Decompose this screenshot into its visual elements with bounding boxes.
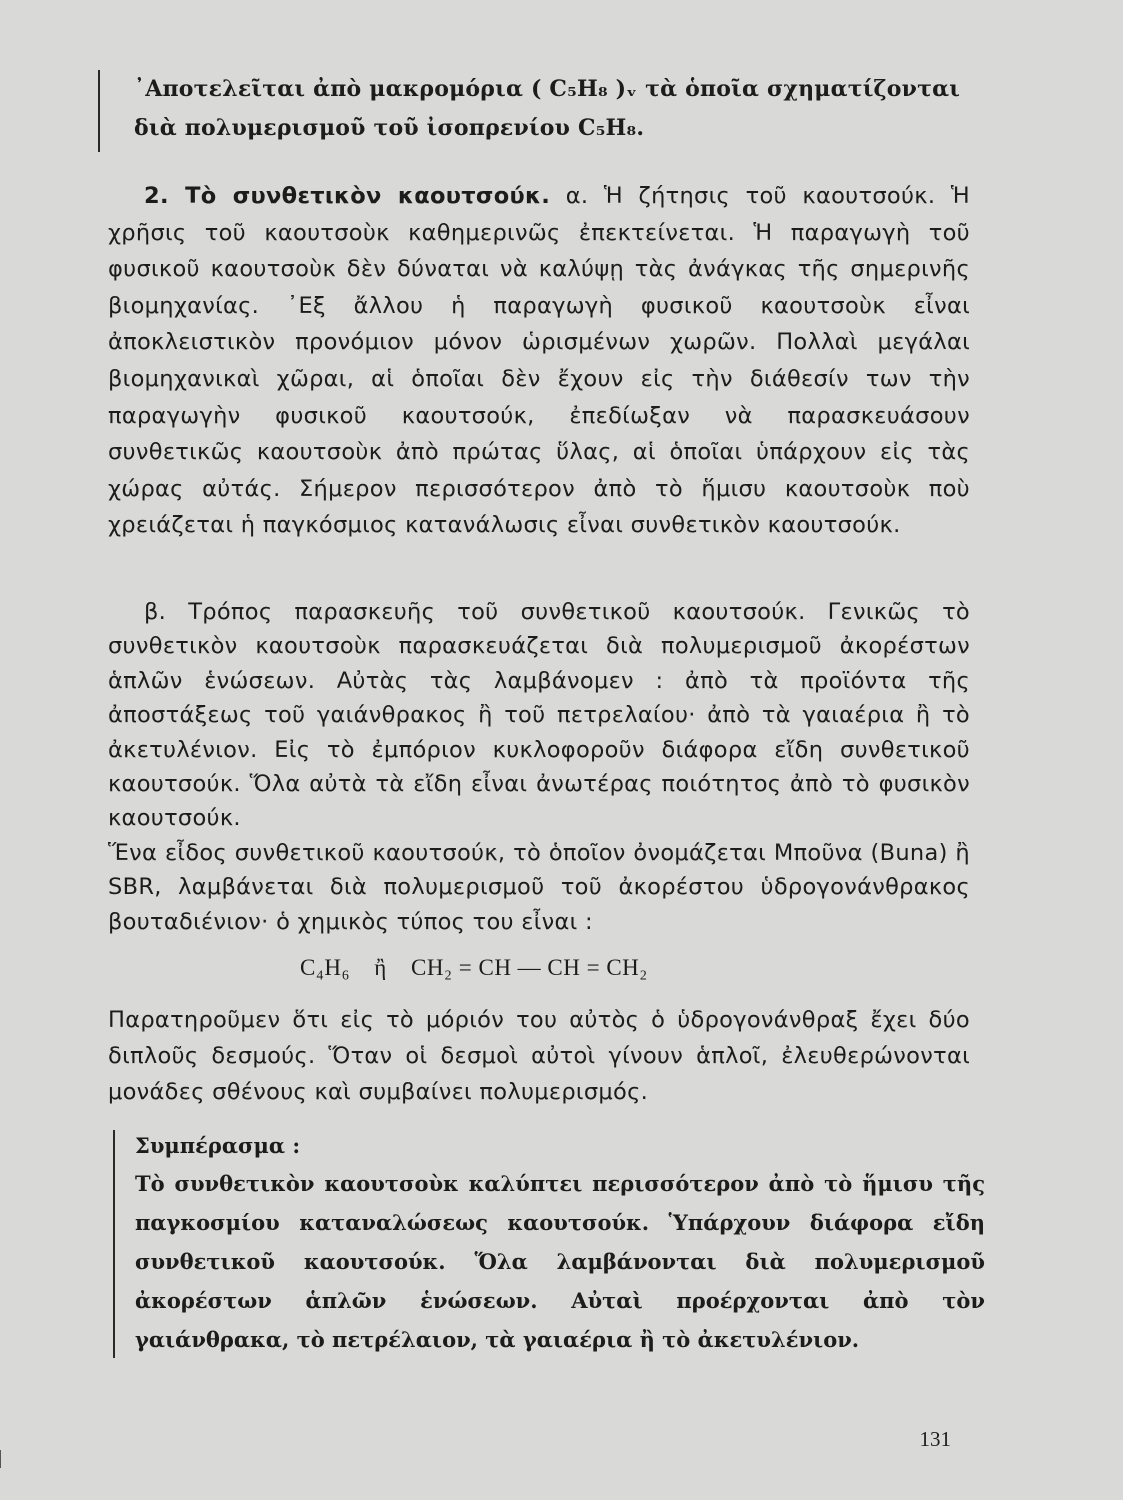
- conclusion-title: Συμπέρασμα :: [135, 1133, 301, 1158]
- section-body: Ἡ χρῆσις τοῦ καουτσοὺκ καθημερινῶς ἐπεκτείνεται. Ἡ παραγωγὴ τοῦ φυσικοῦ καουτσοὺκ δὲν δύναται νὰ καλύψῃ τὰς ἀνάγκας τῆς σημερινῆς βιομηχανίας. ᾿Εξ ἄλλου ἡ παραγωγὴ φυσικοῦ καουτσοὺκ εἶναι ἀποκλειστικὸν προνόμιον μόνον ὡρισμένων χωρῶν. Πολλαὶ μεγάλαι βιομηχανικαὶ χῶραι, αἱ ὁποῖαι δὲν ἔχουν εἰς τὴν διάθεσίν των τὴν παραγωγὴν φυσικοῦ καουτσούκ, ἐπεδίωξαν νὰ παρασκευάσουν συνθετικῶς καουτσοὺκ ἀπὸ πρώτας ὕλας, αἱ ὁποῖαι ὑπάρχουν εἰς τὰς χώρας αὐτάς. Σήμερον περισσότερον ἀπὸ τὸ ἥμισυ καουτσοὺκ ποὺ χρειάζεται ἡ παγκόσμιος κατανάλωσις εἶναι συνθετικὸν καουτσούκ.: [108, 183, 971, 539]
- buna-paragraph: Ἕνα εἶδος συνθετικοῦ καουτσούκ, τὸ ὁποῖον ὀνομάζεται Μποῦνα (Buna) ἢ SBR, λαμβάνεται διὰ πολυμερισμοῦ τοῦ ἀκορέστου ὑδρογονάνθρακος βουταδιένιον· ὁ χημικὸς τύπος του εἶναι :: [108, 839, 970, 935]
- intro-text: ᾿Αποτελεῖται ἀπὸ μακρομόρια ( C₅H₈ )ᵥ τὰ ὁποῖα σχηματίζονται διὰ πολυμερισμοῦ τοῦ ἰσοπρενίου C₅H₈.: [134, 76, 961, 141]
- margin-mark: [0, 1450, 5, 1468]
- chemical-formula: [300, 955, 666, 981]
- formula-or: ἢ: [374, 955, 387, 980]
- page-number: 131: [919, 1427, 951, 1451]
- conclusion-box: [113, 1130, 985, 1358]
- section-preparation: [108, 595, 970, 939]
- observation-section: [108, 1002, 970, 1110]
- section-heading: 2. Τὸ συνθετικὸν καουτσούκ.: [144, 183, 551, 209]
- section-paragraph: [108, 178, 970, 544]
- formula-right: CH₂ = CH — CH = CH₂: [411, 955, 648, 980]
- preparation-paragraph: β. Τρόπος παρασκευῆς τοῦ συνθετικοῦ καουτσούκ. Γενικῶς τὸ συνθετικὸν καουτσοὺκ παρασκευάζεται διὰ πολυμερισμοῦ ἀκορέστων ἁπλῶν ἑνώσεων. Αὐτὰς τὰς λαμβάνομεν : ἀπὸ τὰ προϊόντα τῆς ἀποστάξεως τοῦ γαιάνθρακος ἢ τοῦ πετρελαίου· ἀπὸ τὰ γαιαέρια ἢ τὸ ἀκετυλένιον. Εἰς τὸ ἐμπόριον κυκλοφοροῦν διάφορα εἴδη συνθετικοῦ καουτσούκ. Ὅλα αὐτὰ τὰ εἴδη εἶναι ἀνωτέρας ποιότητος ἀπὸ τὸ φυσικὸν καουτσούκ.: [108, 599, 970, 832]
- intro-box: [98, 70, 994, 152]
- observation-paragraph: Παρατηροῦμεν ὅτι εἰς τὸ μόριόν του αὐτὸς ὁ ὑδρογονάνθραξ ἔχει δύο διπλοῦς δεσμούς. Ὅταν οἱ δεσμοὶ αὐτοὶ γίνουν ἁπλοῖ, ἐλευθερώνονται μονάδες σθένους καὶ συμβαίνει πολυμερισμός.: [108, 1007, 970, 1105]
- formula-left: C₄H₆: [300, 955, 350, 980]
- section-subheading: α. Ἡ ζήτησις τοῦ καουτσούκ.: [565, 183, 936, 209]
- conclusion-text: Τὸ συνθετικὸν καουτσοὺκ καλύπτει περισσότερον ἀπὸ τὸ ἥμισυ τῆς παγκοσμίου καταναλώσεως καουτσούκ. Ὑπάρχουν διάφορα εἴδη συνθετικοῦ καουτσούκ. Ὅλα λαμβάνονται διὰ πολυμερισμοῦ ἀκορέστων ἁπλῶν ἑνώσεων. Αὐταὶ προέρχονται ἀπὸ τὸν γαιάνθρακα, τὸ πετρέλαιον, τὰ γαιαέρια ἢ τὸ ἀκετυλένιον.: [135, 1171, 985, 1352]
- section-synthetic-rubber: [108, 178, 970, 544]
